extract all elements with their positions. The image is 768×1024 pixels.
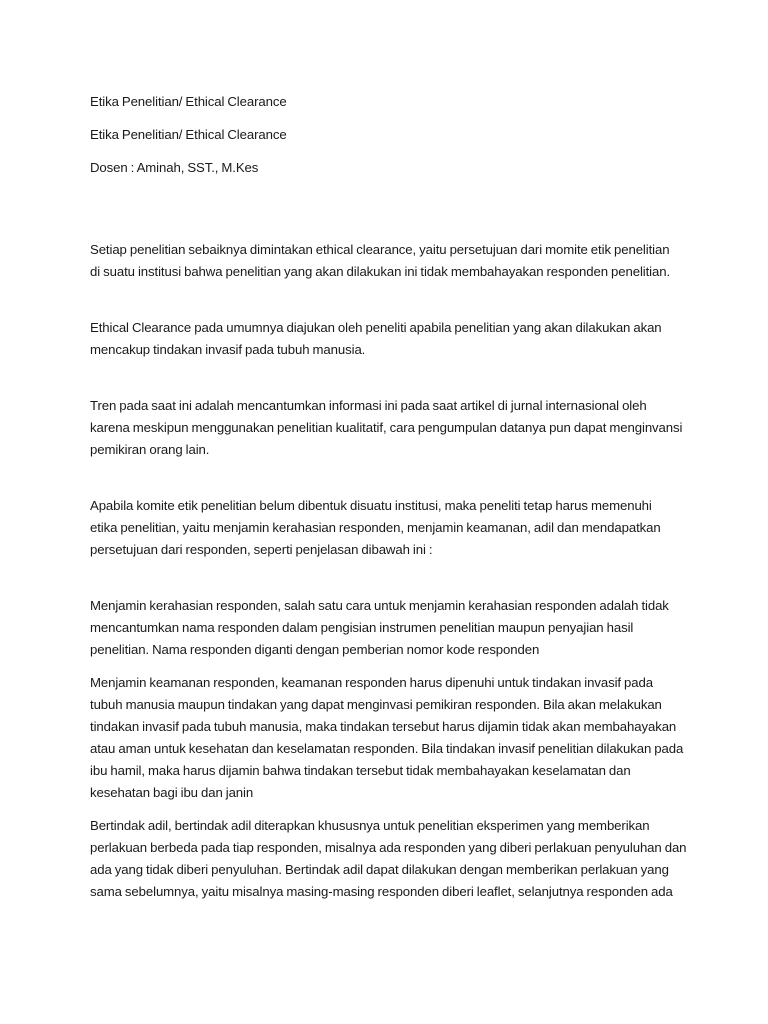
- title-line: Etika Penelitian/ Ethical Clearance: [90, 94, 287, 109]
- paragraph-line: perlakuan berbeda pada tiap responden, misalnya ada responden yang diberi perlakuan penyuluhan dan: [90, 840, 687, 855]
- paragraph-safety: [90, 672, 690, 804]
- document-body: [90, 91, 690, 903]
- paragraph-line: kesehatan bagi ibu dan janin: [90, 785, 254, 800]
- paragraph-line: Setiap penelitian sebaiknya dimintakan ethical clearance, yaitu persetujuan dari momite etik penelitian: [90, 242, 670, 257]
- paragraph-confidentiality: [90, 595, 690, 661]
- paragraph-ethical-clearance: [90, 317, 690, 361]
- paragraph-line: atau aman untuk kesehatan dan keselamatan responden. Bila tindakan invasif penelitian dilakukan pada: [90, 741, 684, 756]
- paragraph-line: pemikiran orang lain.: [90, 442, 210, 457]
- lecturer-text: Dosen : Aminah, SST., M.Kes: [90, 160, 259, 175]
- paragraph-line: penelitian. Nama responden diganti dengan pemberian nomor kode responden: [90, 642, 540, 657]
- paragraph-line: ada yang tidak diberi penyuluhan. Bertindak adil dapat dilakukan dengan memberikan perlakuan yang: [90, 862, 669, 877]
- document-title: [90, 91, 690, 113]
- paragraph-line: di suatu institusi bahwa penelitian yang akan dilakukan ini tidak membahayakan responden penelitian.: [90, 264, 671, 279]
- paragraph-line: sama sebelumnya, yaitu misalnya masing-masing responden diberi leaflet, selanjutnya responden ada: [90, 884, 673, 899]
- paragraph-line: ibu hamil, maka harus dijamin bahwa tindakan tersebut tidak membahayakan keselamatan dan: [90, 763, 631, 778]
- paragraph-fairness: [90, 815, 690, 903]
- paragraph-line: mencakup tindakan invasif pada tubuh manusia.: [90, 342, 366, 357]
- lecturer-line: [90, 157, 690, 179]
- paragraph-line: etika penelitian, yaitu menjamin kerahasian responden, menjamin keamanan, adil dan mendapatkan: [90, 520, 661, 535]
- paragraph-line: Menjamin keamanan responden, keamanan responden harus dipenuhi untuk tindakan invasif pada: [90, 675, 653, 690]
- paragraph-line: tindakan invasif pada tubuh manusia, maka tindakan tersebut harus dijamin tidak akan membahayakan: [90, 719, 677, 734]
- paragraph-line: Tren pada saat ini adalah mencantumkan informasi ini pada saat artikel di jurnal internasional oleh: [90, 398, 647, 413]
- subtitle-line: Etika Penelitian/ Ethical Clearance: [90, 127, 287, 142]
- paragraph-line: tubuh manusia maupun tindakan yang dapat menginvasi pemikiran responden. Bila akan melakukan: [90, 697, 662, 712]
- paragraph-line: karena meskipun menggunakan penelitian kualitatif, cara pengumpulan datanya pun dapat menginvansi: [90, 420, 683, 435]
- paragraph-committee: [90, 495, 690, 561]
- paragraph-line: persetujuan dari responden, seperti penjelasan dibawah ini :: [90, 542, 433, 557]
- paragraph-line: Menjamin kerahasian responden, salah satu cara untuk menjamin kerahasian responden adalah tidak: [90, 598, 669, 613]
- paragraph-line: Ethical Clearance pada umumnya diajukan oleh peneliti apabila penelitian yang akan dilakukan akan: [90, 320, 662, 335]
- paragraph-line: mencantumkan nama responden dalam pengisian instrumen penelitian maupun penyajian hasil: [90, 620, 634, 635]
- paragraph-line: Apabila komite etik penelitian belum dibentuk disuatu institusi, maka peneliti tetap harus memenuhi: [90, 498, 652, 513]
- paragraph-line: Bertindak adil, bertindak adil diterapkan khususnya untuk penelitian eksperimen yang memberikan: [90, 818, 650, 833]
- document-subtitle: [90, 124, 690, 146]
- paragraph-intro: [90, 239, 690, 283]
- paragraph-trend: [90, 395, 690, 461]
